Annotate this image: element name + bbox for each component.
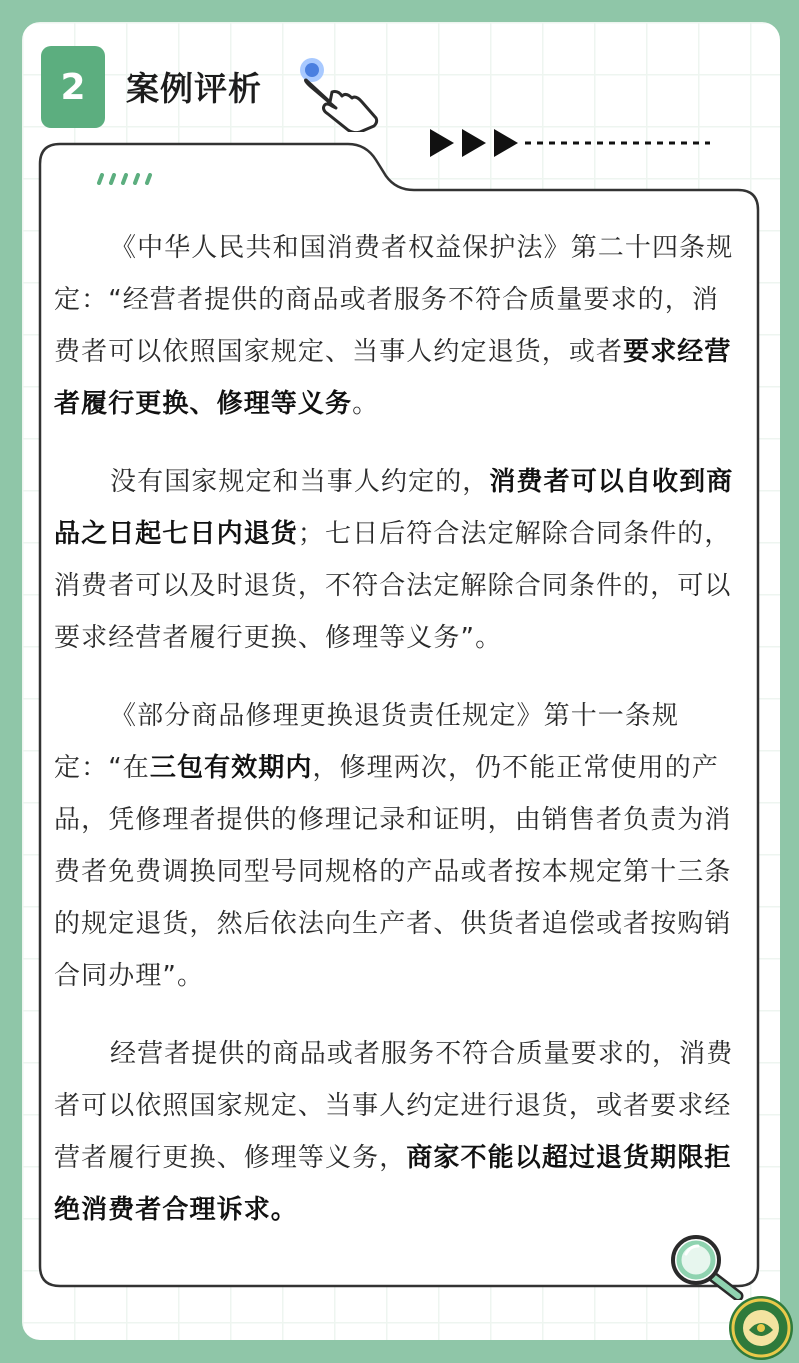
highlight-segment: 商家不能以超过退货期限拒绝消费者合理诉求。 <box>54 1143 732 1225</box>
section-title: 案例评析 <box>126 69 262 108</box>
text-segment: ，修理两次，仍不能正常使用的产品，凭修理者提供的修理记录和证明，由销售者负责为消费者免费调换同型号同规格的产品或者按本规定第十三条的规定退货，然后依法向生产者、供货者追偿或者按购销合同办理”。 <box>54 753 732 991</box>
pointing-hand-icon <box>290 52 390 132</box>
seal-logo <box>727 1294 795 1362</box>
paragraph-4 <box>54 1028 734 1236</box>
paragraph-3 <box>54 690 734 1002</box>
text-segment: 《中华人民共和国消费者权益保护法》第二十四条规定：“经营者提供的商品或者服务不符合质量要求的，消费者可以依照国家规定、当事人约定退货，或者 <box>54 233 734 367</box>
text-segment: 经营者提供的商品或者服务不符合质量要求的，消费者可以依照国家规定、当事人约定进行退货，或者要求经营者履行更换、修理等义务， <box>54 1039 734 1173</box>
highlight-segment: 消费者可以自收到商品之日起七日内退货 <box>54 467 734 549</box>
highlight-segment: 三包有效期内 <box>149 753 313 783</box>
text-segment: 《部分商品修理更换退货责任规定》第十一条规定：“在 <box>54 701 680 783</box>
decorative-stripes <box>96 173 160 185</box>
text-segment: 没有国家规定和当事人约定的， <box>110 467 490 497</box>
section-number: 2 <box>60 66 86 108</box>
text-segment: 。 <box>352 389 380 419</box>
article-body <box>54 222 734 1236</box>
magnifier-icon <box>668 1234 748 1300</box>
text-segment: ；七日后符合法定解除合同条件的，消费者可以及时退货，不符合法定解除合同条件的，可以要求经营者履行更换、修理等义务”。 <box>54 519 732 653</box>
section-number-badge <box>41 46 105 128</box>
highlight-segment: 要求经营者履行更换、修理等义务 <box>54 337 732 419</box>
paragraph-1 <box>54 222 734 430</box>
paragraph-2 <box>54 456 734 664</box>
